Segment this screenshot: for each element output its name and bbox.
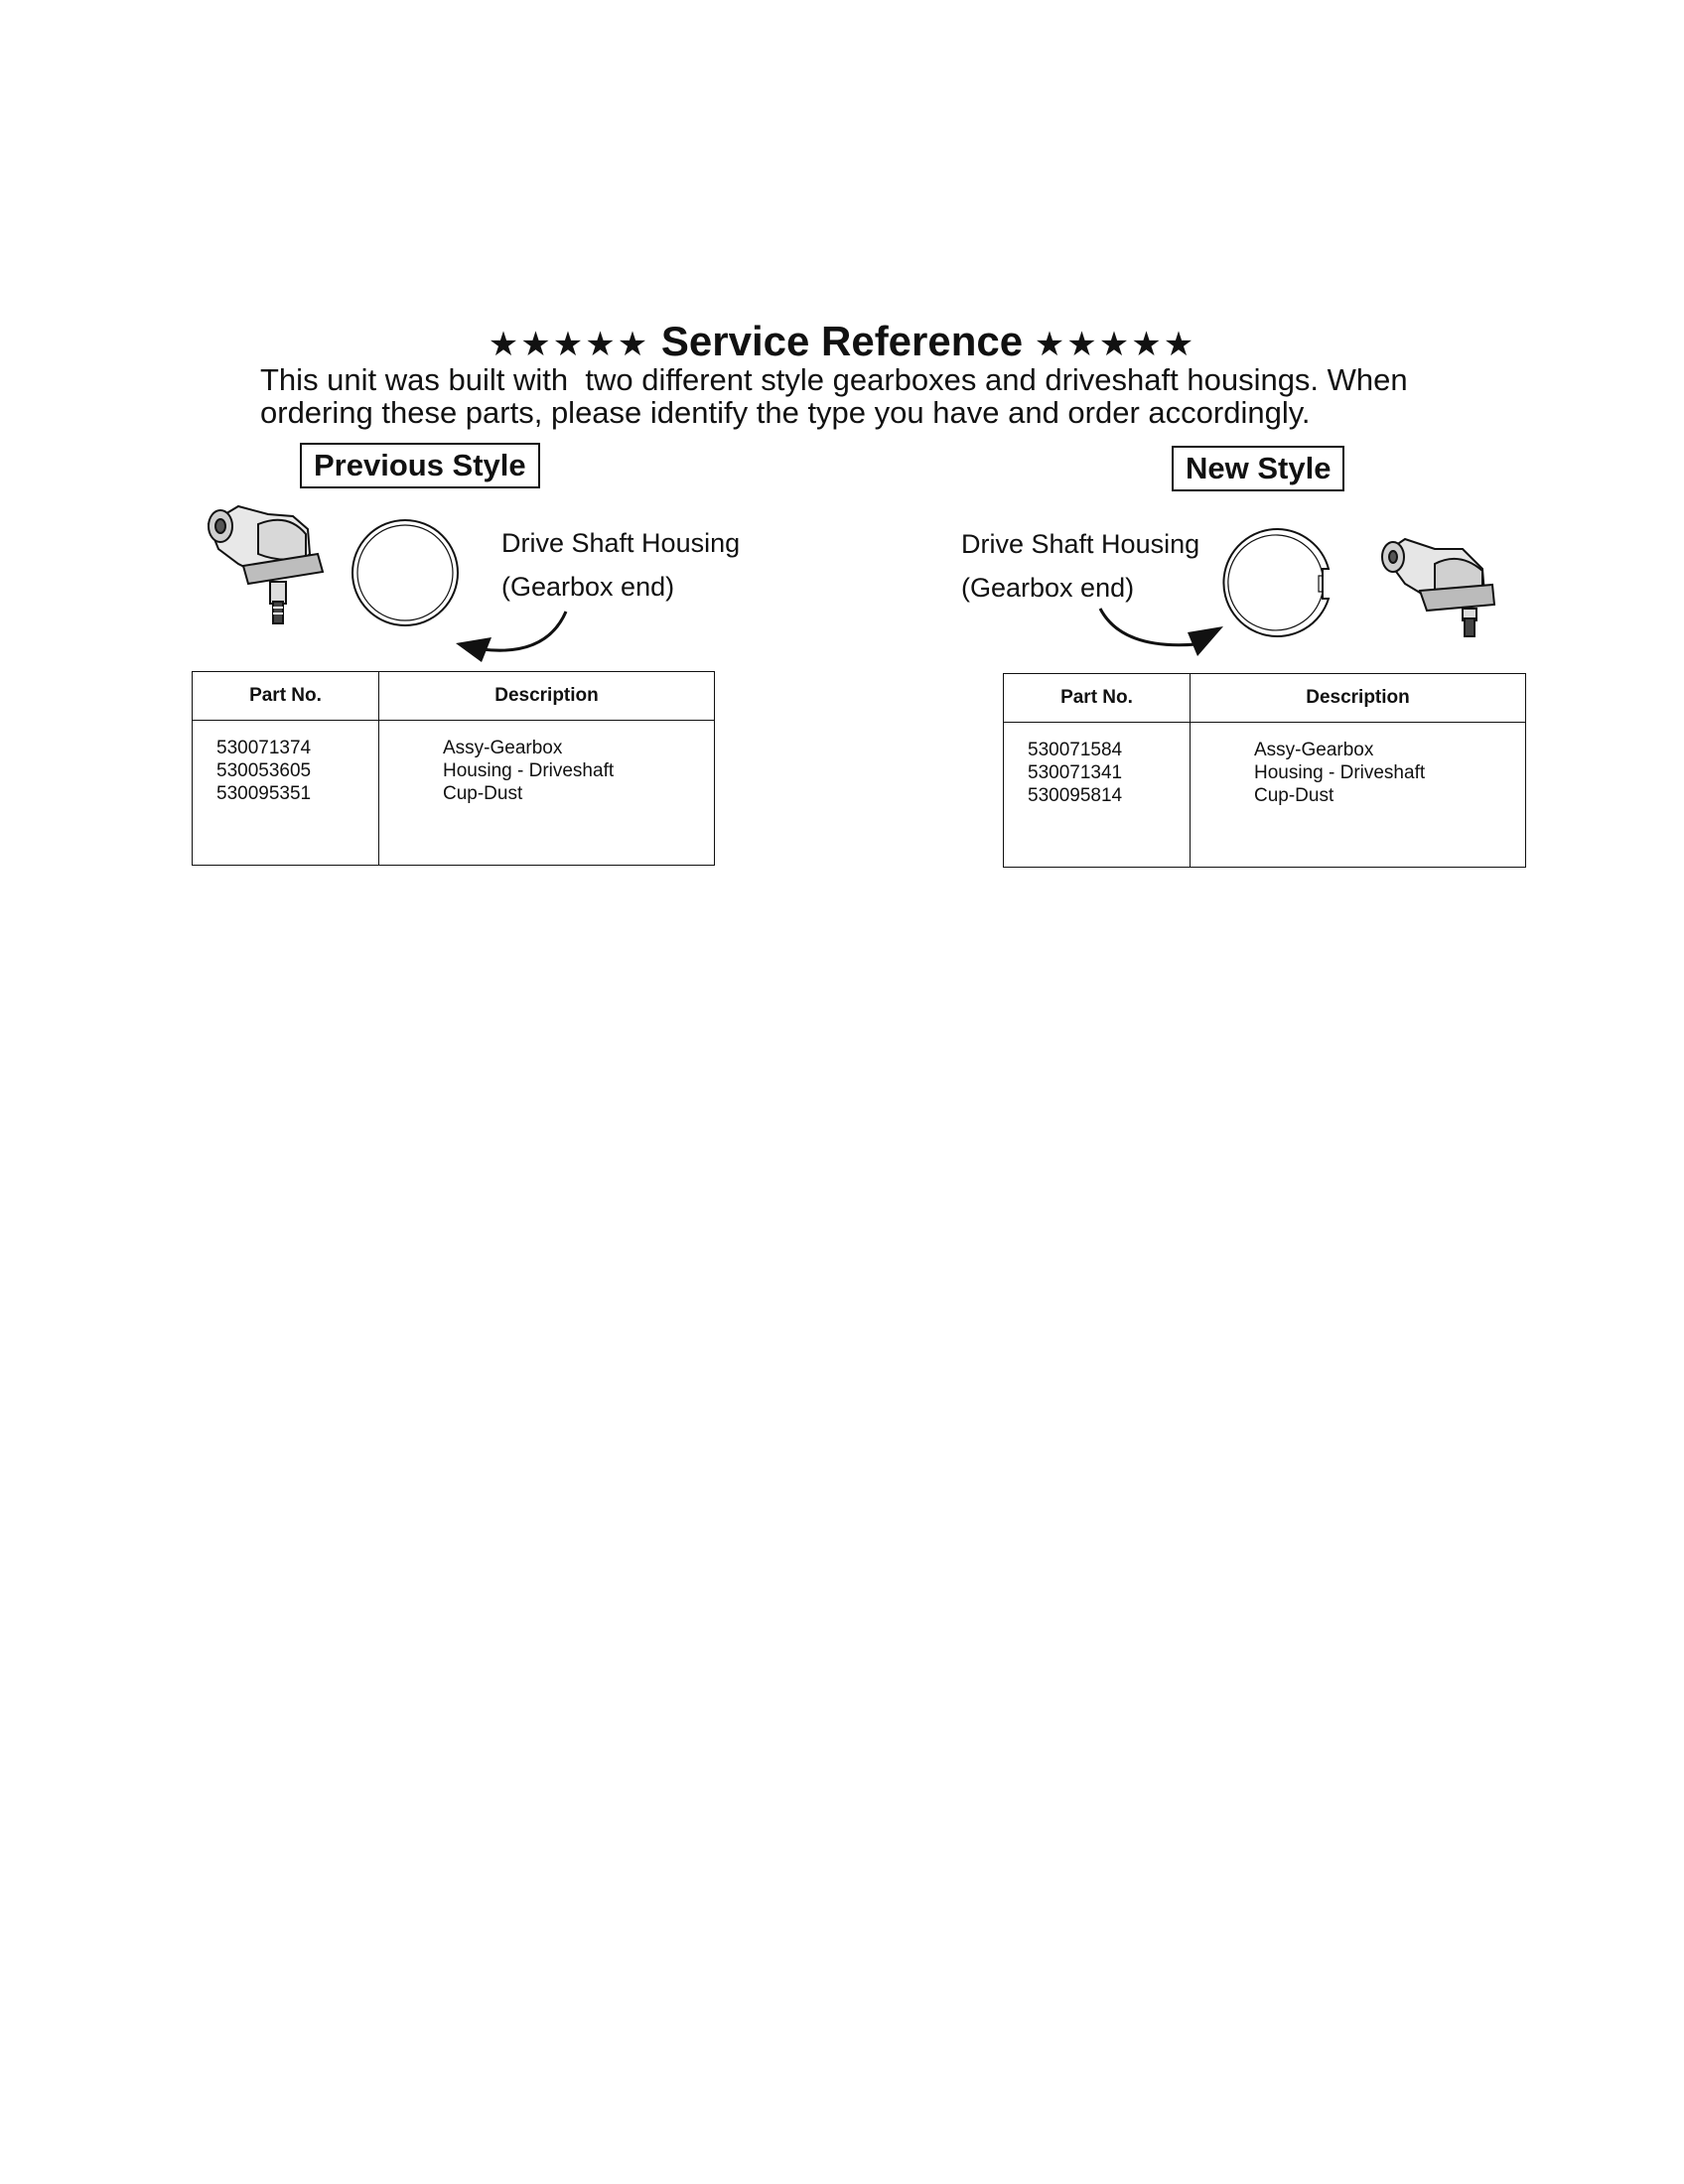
- new-descriptions: [1191, 723, 1526, 868]
- table-cell: 530095814: [1028, 785, 1123, 806]
- new-header-part-no: Part No.: [1004, 674, 1191, 723]
- new-housing-notched-circle-icon: [1219, 524, 1336, 641]
- new-gearbox-illustration: [1375, 529, 1504, 638]
- new-housing-sublabel: (Gearbox end): [961, 573, 1135, 603]
- new-header-description: Description: [1191, 674, 1526, 723]
- table-cell: Assy-Gearbox: [443, 738, 563, 758]
- table-cell: 530095351: [216, 783, 312, 804]
- table-cell: Cup-Dust: [443, 783, 523, 804]
- previous-header-description: Description: [379, 672, 715, 721]
- previous-part-numbers: [193, 721, 379, 866]
- stars-right: ★★★★★: [1034, 326, 1196, 363]
- intro-line-1: This unit was built with two different style gearboxes and driveshaft housings. When: [260, 362, 1408, 397]
- table-cell: 530071374: [216, 738, 312, 758]
- intro-text: [260, 363, 1501, 429]
- new-parts-table: [1003, 673, 1526, 868]
- table-cell: Cup-Dust: [1254, 785, 1334, 806]
- previous-arrow-icon: [452, 608, 591, 667]
- previous-gearbox-illustration: [199, 494, 328, 628]
- new-part-numbers: [1004, 723, 1191, 868]
- page-title: [0, 318, 1684, 365]
- previous-style-heading: Previous Style: [300, 443, 540, 488]
- intro-line-2: ordering these parts, please identify the type you have and order accordingly.: [260, 395, 1311, 430]
- table-cell: 530053605: [216, 760, 312, 781]
- new-housing-label: Drive Shaft Housing: [961, 529, 1200, 559]
- new-style-heading: New Style: [1172, 446, 1344, 491]
- previous-parts-table: [192, 671, 715, 866]
- new-arrow-icon: [1092, 601, 1231, 660]
- previous-housing-circle-icon: [350, 517, 461, 628]
- stars-left: ★★★★★: [488, 326, 650, 363]
- table-cell: Housing - Driveshaft: [443, 760, 615, 781]
- table-cell: Assy-Gearbox: [1254, 740, 1374, 760]
- previous-housing-sublabel: (Gearbox end): [501, 572, 675, 602]
- table-cell: 530071341: [1028, 762, 1123, 783]
- table-cell: 530071584: [1028, 740, 1123, 760]
- title-text: Service Reference: [660, 318, 1024, 364]
- table-cell: Housing - Driveshaft: [1254, 762, 1426, 783]
- previous-header-part-no: Part No.: [193, 672, 379, 721]
- previous-housing-label: Drive Shaft Housing: [501, 528, 741, 558]
- previous-descriptions: [379, 721, 715, 866]
